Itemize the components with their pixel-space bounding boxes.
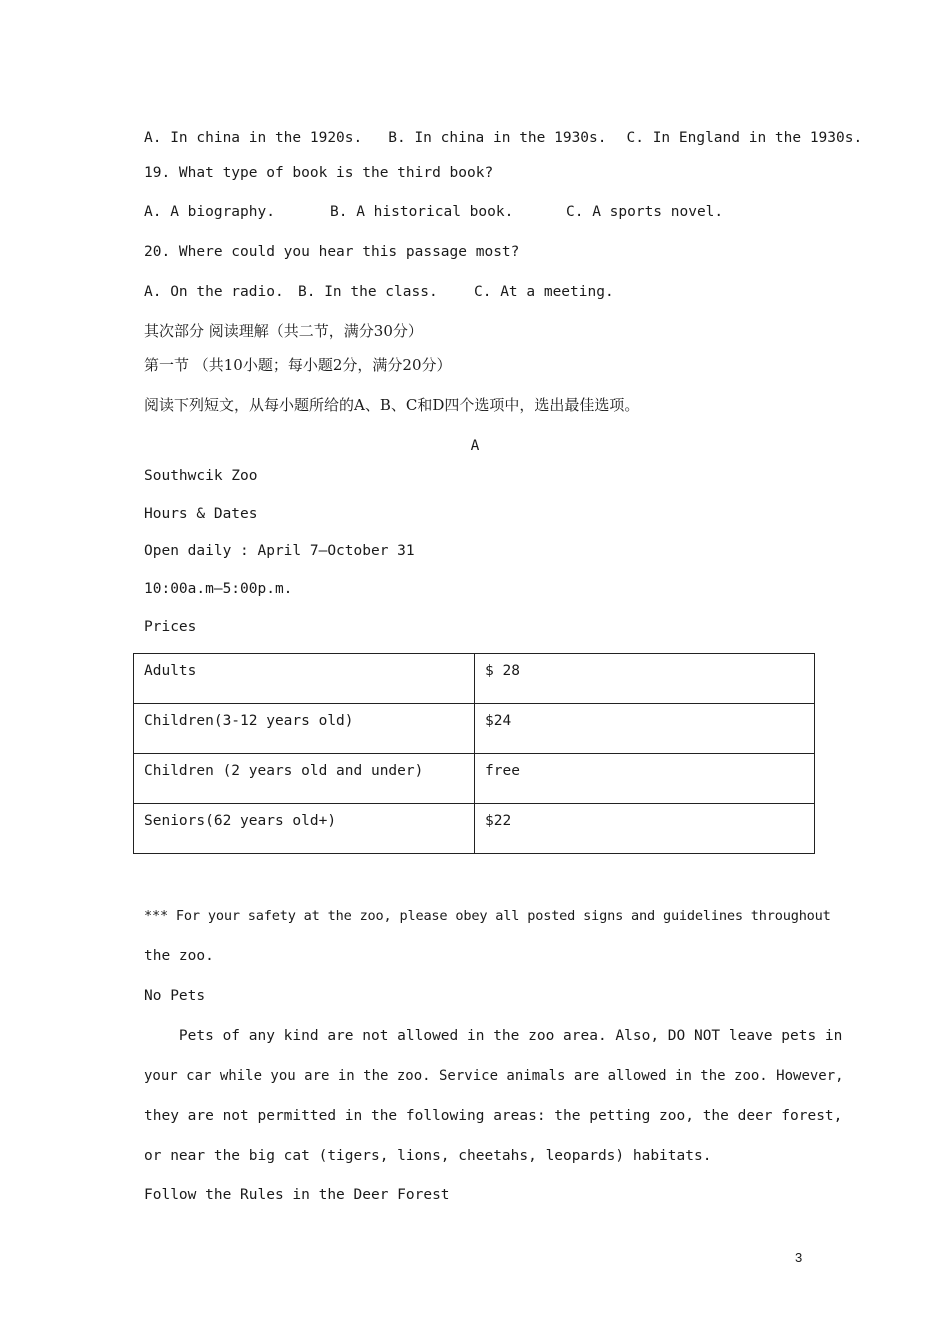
deer-forest-heading: Follow the Rules in the Deer Forest [144,1187,450,1203]
q18-option-c: C. In England in the 1930s. [626,130,863,146]
price-cell: free [475,754,815,804]
part-one-title: 第一节 （共10小题；每小题2分，满分20分） [144,356,452,374]
category-cell: Children(3-12 years old) [134,704,475,754]
q20-option-a: A. On the radio. [144,284,284,300]
table-row [134,704,815,754]
open-hours: 10:00a.m—5:00p.m. [144,581,293,597]
q19-options [144,202,723,222]
table-row [134,654,815,704]
q20-question: 20. Where could you hear this passage most? [144,244,520,260]
section-title: 其次部分 阅读理解（共二节，满分30分） [144,322,423,340]
no-pets-line3: they are not permitted in the following areas: the petting zoo, the deer forest, [144,1108,843,1124]
table-row [134,804,815,854]
q18-option-a: A. In china in the 1920s. [144,130,363,146]
no-pets-line2: your car while you are in the zoo. Service animals are allowed in the zoo. However, [144,1068,844,1084]
prices-heading: Prices [144,619,197,635]
table-row [134,754,815,804]
no-pets-line4: or near the big cat (tigers, lions, cheetahs, leopards) habitats. [144,1148,712,1164]
q20-option-b: B. In the class. [298,284,438,300]
q19-option-b: B. A historical book. [330,204,514,220]
instructions: 阅读下列短文，从每小题所给的A、B、C和D四个选项中，选出最佳选项。 [144,396,640,414]
category-cell: Children (2 years old and under) [134,754,475,804]
category-cell: Adults [134,654,475,704]
hours-heading: Hours & Dates [144,506,258,522]
q20-options [144,282,614,302]
safety-note-line2: the zoo. [144,948,214,964]
price-cell: $ 28 [475,654,815,704]
price-cell: $22 [475,804,815,854]
price-cell: $24 [475,704,815,754]
no-pets-heading: No Pets [144,988,206,1004]
no-pets-line1: Pets of any kind are not allowed in the zoo area. Also, DO NOT leave pets in [144,1028,843,1044]
q18-options [144,128,862,148]
open-dates: Open daily : April 7—October 31 [144,543,415,559]
q19-option-c: C. A sports novel. [566,204,724,220]
q20-option-c: C. At a meeting. [474,284,614,300]
q19-question: 19. What type of book is the third book? [144,165,494,181]
passage-label: A [470,438,480,454]
zoo-name: Southwcik Zoo [144,468,258,484]
prices-table [133,653,815,854]
category-cell: Seniors(62 years old+) [134,804,475,854]
q19-option-a: A. A biography. [144,204,275,220]
page-number: 3 [795,1250,803,1265]
safety-note-line1: *** For your safety at the zoo, please obey all posted signs and guidelines throughout [144,908,831,924]
q18-option-b: B. In china in the 1930s. [388,130,607,146]
